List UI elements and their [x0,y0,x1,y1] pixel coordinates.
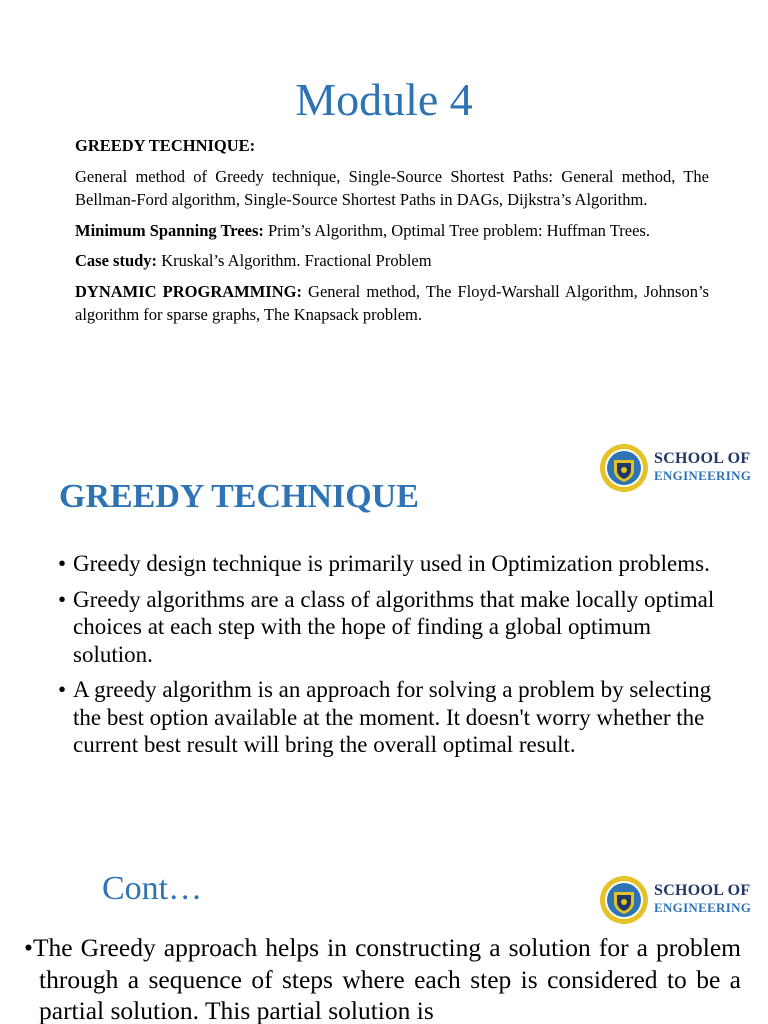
bullet-text: Greedy design technique is primarily used in Optimization problems. [73,551,710,576]
greedy-topics: General method of Greedy technique, Single-Source Shortest Paths: General method, The Bellman-Ford algorithm, Single-Source Shortest Paths in DAGs, Dijkstra’s Algorithm. [75,166,709,209]
mst-topics: Prim’s Algorithm, Optimal Tree problem: Huffman Trees. [263,220,650,240]
university-seal-icon [598,442,650,494]
case-study-paragraph [75,249,709,273]
dp-heading: DYNAMIC PROGRAMMING: [75,281,302,301]
school-logo [598,872,760,928]
dp-topics: General method, The Floyd-Warshall Algorithm, Johnson’s algorithm for sparse graphs, The Knapsack problem. [75,281,709,324]
slide-greedy-technique [0,420,768,832]
case-study-topics: Kruskal’s Algorithm. Fractional Problem [157,251,432,270]
bullet-icon: • [58,586,67,612]
logo-line-2: ENGINEERING [654,468,752,483]
bullet-icon: • [58,677,67,702]
case-study-heading: Case study: [75,251,158,270]
bullet-icon: • [24,933,33,962]
cont-title: Cont… [102,870,203,907]
bullet-text: Greedy algorithms are a class of algorithms that make locally optimal choices at each step with the hope of finding a global optimum solution. [73,586,715,667]
list-item [58,676,718,759]
bullet-icon: • [58,551,67,576]
list-item [58,586,718,669]
slide-cont [0,832,768,1024]
list-item [58,550,718,578]
greedy-title: GREEDY TECHNIQUE [59,478,419,515]
greedy-heading: GREEDY TECHNIQUE: [75,136,256,155]
mst-paragraph [75,219,709,243]
mst-heading: Minimum Spanning Trees: [75,220,264,240]
logo-line-1: SCHOOL OF [654,882,751,899]
university-seal-icon [598,874,650,926]
logo-line-2: ENGINEERING [654,900,752,915]
module-title: Module 4 [295,74,473,125]
logo-line-1: SCHOOL OF [654,450,751,467]
school-logo [598,440,760,496]
bullet-text: A greedy algorithm is an approach for solving a problem by selecting the best option available at the moment. It doesn't worry whether the current best result will bring the overall optimal result. [73,677,712,757]
syllabus-content [75,134,709,334]
dp-paragraph [75,280,709,327]
greedy-bullet-list [58,550,718,767]
cont-text: The Greedy approach helps in constructing a solution for a problem through a sequence of steps where each step is considered to be a partial solution. This partial solution is [32,933,741,1024]
slide-module-4 [0,0,768,420]
greedy-heading-paragraph [75,134,709,158]
cont-paragraph [24,932,741,1024]
